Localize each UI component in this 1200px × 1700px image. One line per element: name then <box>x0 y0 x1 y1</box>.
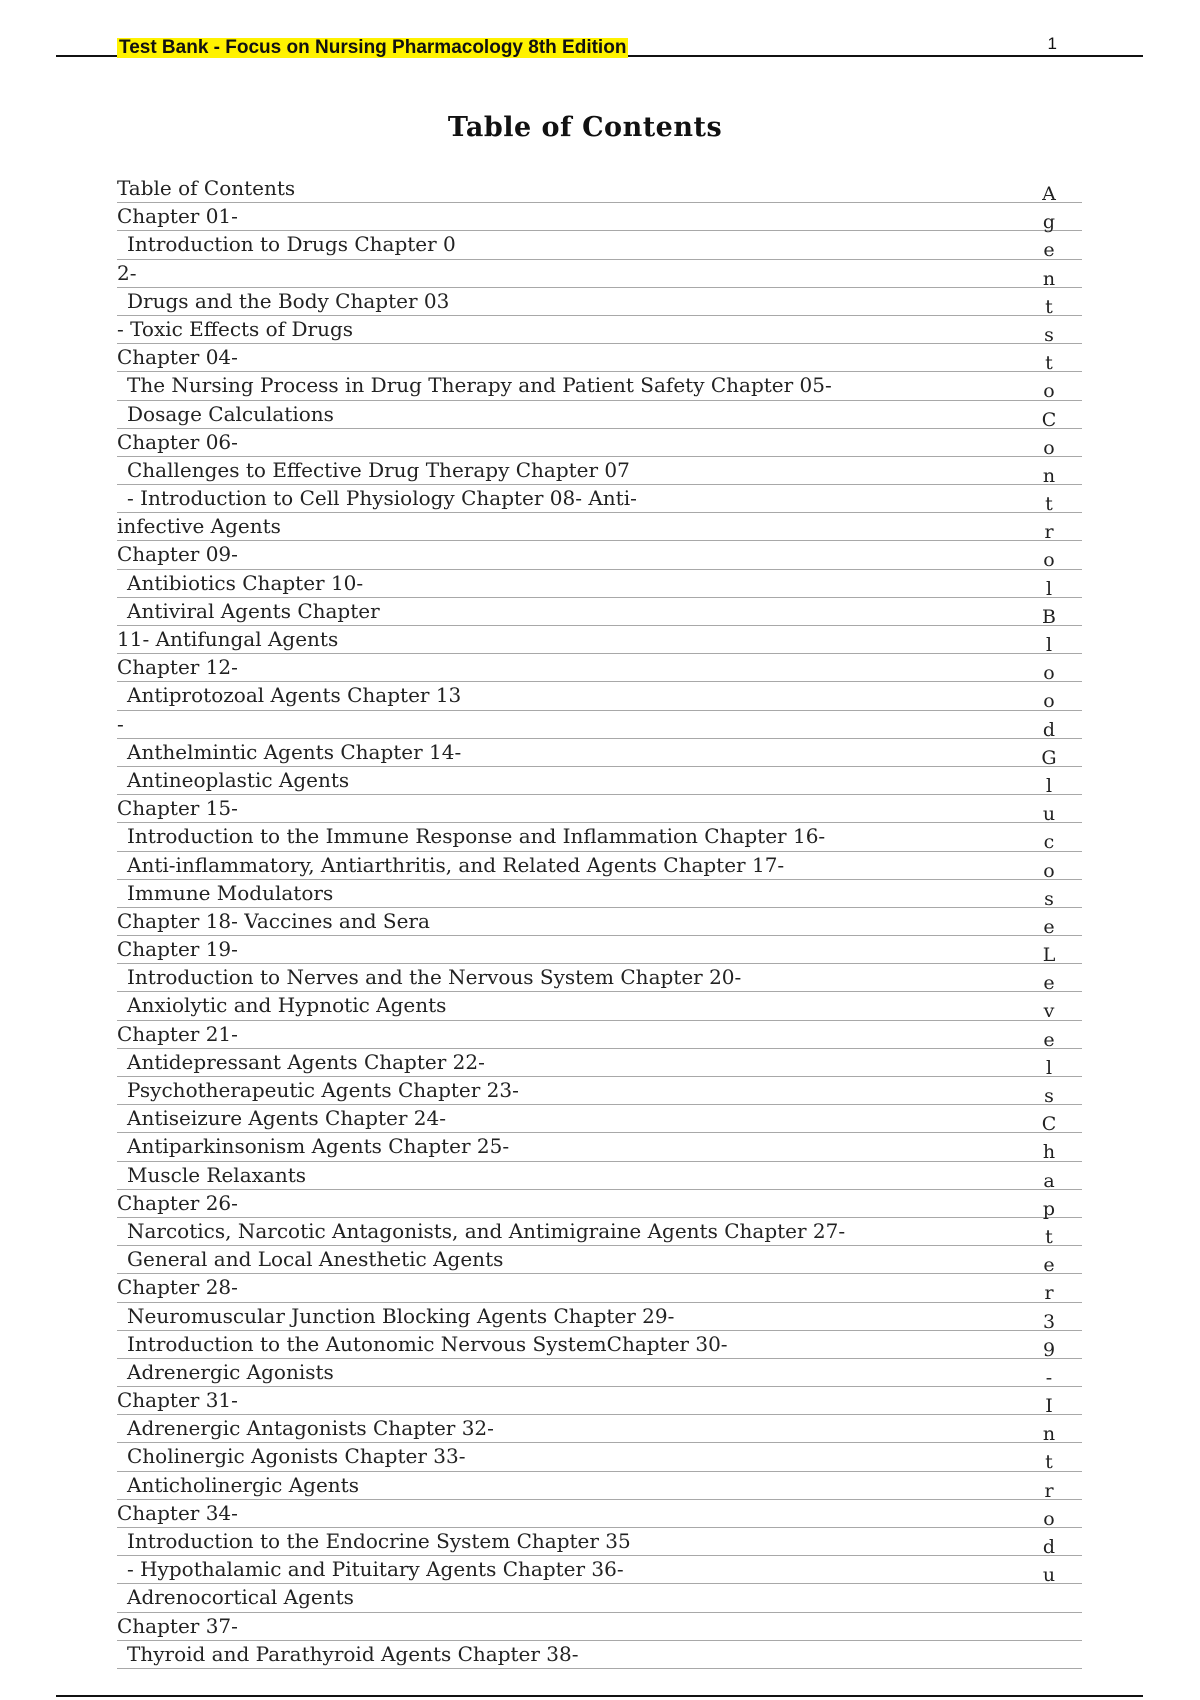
side-text-char: t <box>1045 493 1053 516</box>
toc-entry: Neuromuscular Junction Blocking Agents Chapter 29- <box>117 1303 1082 1331</box>
toc-entry: Dosage Calculations <box>117 401 1082 429</box>
toc-entry: Immune Modulators <box>117 880 1082 908</box>
side-text-char: o <box>1043 380 1055 403</box>
document-title: Table of Contents <box>447 112 723 143</box>
toc-entry: General and Local Anesthetic Agents <box>117 1246 1082 1274</box>
toc-entry: Antibiotics Chapter 10- <box>117 570 1082 598</box>
side-text-char: o <box>1043 436 1055 459</box>
toc-entry: Chapter 31- <box>117 1387 1082 1415</box>
side-text-char: C <box>1041 408 1057 431</box>
toc-entry: Cholinergic Agonists Chapter 33- <box>117 1443 1082 1471</box>
side-text-char: o <box>1043 859 1055 882</box>
side-text-char: C <box>1041 1113 1057 1136</box>
side-text-char: o <box>1043 1507 1055 1530</box>
toc-entry: 11- Antifungal Agents <box>117 626 1082 654</box>
side-text-char: s <box>1044 323 1054 346</box>
toc-entry: Introduction to the Autonomic Nervous SystemChapter 30- <box>117 1331 1082 1359</box>
toc-entry: Chapter 19- <box>117 936 1082 964</box>
side-text-char: 3 <box>1042 1310 1056 1333</box>
side-text-char: d <box>1042 718 1056 741</box>
toc-entry: Chapter 15- <box>117 795 1082 823</box>
toc-entry: Chapter 04- <box>117 344 1082 372</box>
toc-entry: - <box>117 711 1082 739</box>
side-text-char: L <box>1042 944 1056 967</box>
side-text-char: e <box>1043 1254 1055 1277</box>
toc-entry: Chapter 21- <box>117 1021 1082 1049</box>
toc-entry: Chapter 28- <box>117 1274 1082 1302</box>
side-text-char: s <box>1044 887 1054 910</box>
side-text-char: l <box>1045 774 1053 797</box>
side-text-char: n <box>1042 1423 1056 1446</box>
toc-entry: Muscle Relaxants <box>117 1162 1082 1190</box>
toc-entry: Anxiolytic and Hypnotic Agents <box>117 992 1082 1020</box>
side-text-char: t <box>1045 295 1053 318</box>
toc-entry: Table of Contents <box>117 175 1082 203</box>
side-text-char: p <box>1042 1197 1056 1220</box>
toc-entry: Chapter 37- <box>117 1613 1082 1641</box>
side-text-char: u <box>1042 1564 1056 1587</box>
toc-entry: Psychotherapeutic Agents Chapter 23- <box>117 1077 1082 1105</box>
side-text-char: d <box>1042 1536 1056 1558</box>
toc-entry: Antineoplastic Agents <box>117 767 1082 795</box>
toc-entry: Anticholinergic Agents <box>117 1472 1082 1500</box>
side-text-char: g <box>1042 211 1056 234</box>
footer-rule <box>56 1695 1143 1697</box>
side-text-char: r <box>1044 1479 1054 1502</box>
side-text-char: r <box>1044 1282 1054 1305</box>
toc-entry: 2- <box>117 260 1082 288</box>
side-text-char: e <box>1043 972 1055 995</box>
toc-entry: Antiviral Agents Chapter <box>117 598 1082 626</box>
side-text-char: e <box>1043 915 1055 938</box>
toc-entry: The Nursing Process in Drug Therapy and Patient Safety Chapter 05- <box>117 372 1082 400</box>
side-text-char: v <box>1043 1000 1055 1023</box>
side-text-char: - <box>1045 1366 1053 1389</box>
side-text-char: c <box>1043 831 1055 854</box>
toc-entry: Narcotics, Narcotic Antagonists, and Antimigraine Agents Chapter 27- <box>117 1218 1082 1246</box>
side-text-char: A <box>1042 183 1056 205</box>
toc-entry: Introduction to Nerves and the Nervous System Chapter 20- <box>117 964 1082 992</box>
side-text-char: e <box>1043 239 1055 262</box>
toc-entry: Chapter 06- <box>117 429 1082 457</box>
toc-entry: - Hypothalamic and Pituitary Agents Chapter 36- <box>117 1556 1082 1584</box>
toc-entry: Antidepressant Agents Chapter 22- <box>117 1049 1082 1077</box>
toc-entry: Adrenocortical Agents <box>117 1584 1082 1612</box>
side-text-char: h <box>1042 1141 1056 1164</box>
toc-entry: Chapter 26- <box>117 1190 1082 1218</box>
toc-entry: Chapter 18- Vaccines and Sera <box>117 908 1082 936</box>
side-text-char: o <box>1043 549 1055 572</box>
side-text-char: B <box>1042 605 1056 628</box>
toc-entry: Anthelmintic Agents Chapter 14- <box>117 739 1082 767</box>
page-number: 1 <box>1047 34 1057 53</box>
side-text-char: r <box>1044 521 1054 544</box>
side-text-char: l <box>1045 577 1053 600</box>
toc-entry: Chapter 09- <box>117 541 1082 569</box>
side-text-char: G <box>1041 746 1057 769</box>
side-text-char: o <box>1043 662 1055 685</box>
toc-entry: Challenges to Effective Drug Therapy Chapter 07 <box>117 457 1082 485</box>
side-text-char: s <box>1044 1085 1054 1107</box>
toc-entry: Anti-inflammatory, Antiarthritis, and Related Agents Chapter 17- <box>117 852 1082 880</box>
toc-entry: Adrenergic Antagonists Chapter 32- <box>117 1415 1082 1443</box>
side-text-char: t <box>1045 1225 1053 1248</box>
toc-entry: Antiseizure Agents Chapter 24- <box>117 1105 1082 1133</box>
toc-entry: Antiparkinsonism Agents Chapter 25- <box>117 1133 1082 1161</box>
toc-entry: Thyroid and Parathyroid Agents Chapter 38- <box>117 1641 1082 1669</box>
toc-entry: Chapter 12- <box>117 654 1082 682</box>
toc-entry: Drugs and the Body Chapter 03 <box>117 288 1082 316</box>
toc-entry: Introduction to the Immune Response and Inflammation Chapter 16- <box>117 823 1082 851</box>
toc-entry: - Toxic Effects of Drugs <box>117 316 1082 344</box>
toc-entry: - Introduction to Cell Physiology Chapter 08- Anti- <box>117 485 1082 513</box>
side-text-char: I <box>1045 1395 1053 1418</box>
page-header <box>56 34 1143 62</box>
toc-entry: Introduction to Drugs Chapter 0 <box>117 231 1082 259</box>
side-text-char: t <box>1045 1451 1053 1474</box>
toc-entry: infective Agents <box>117 513 1082 541</box>
vertical-side-text <box>1038 180 1060 1589</box>
toc-entry: Adrenergic Agonists <box>117 1359 1082 1387</box>
header-title: Test Bank - Focus on Nursing Pharmacology 8th Edition <box>119 37 627 58</box>
side-text-char: l <box>1045 1056 1053 1079</box>
side-text-char: a <box>1043 1169 1055 1192</box>
toc-list <box>117 175 1082 1669</box>
side-text-char: n <box>1042 267 1056 290</box>
toc-entry: Introduction to the Endocrine System Chapter 35 <box>117 1528 1082 1556</box>
toc-entry: Chapter 01- <box>117 203 1082 231</box>
side-text-char: o <box>1043 690 1055 713</box>
side-text-char: n <box>1042 464 1056 487</box>
toc-entry: Antiprotozoal Agents Chapter 13 <box>117 682 1082 710</box>
toc-entry: Chapter 34- <box>117 1500 1082 1528</box>
side-text-char: u <box>1042 803 1056 826</box>
side-text-char: t <box>1045 352 1053 375</box>
side-text-char: e <box>1043 1028 1055 1051</box>
side-text-char: 9 <box>1042 1338 1056 1361</box>
side-text-char: l <box>1045 634 1053 656</box>
